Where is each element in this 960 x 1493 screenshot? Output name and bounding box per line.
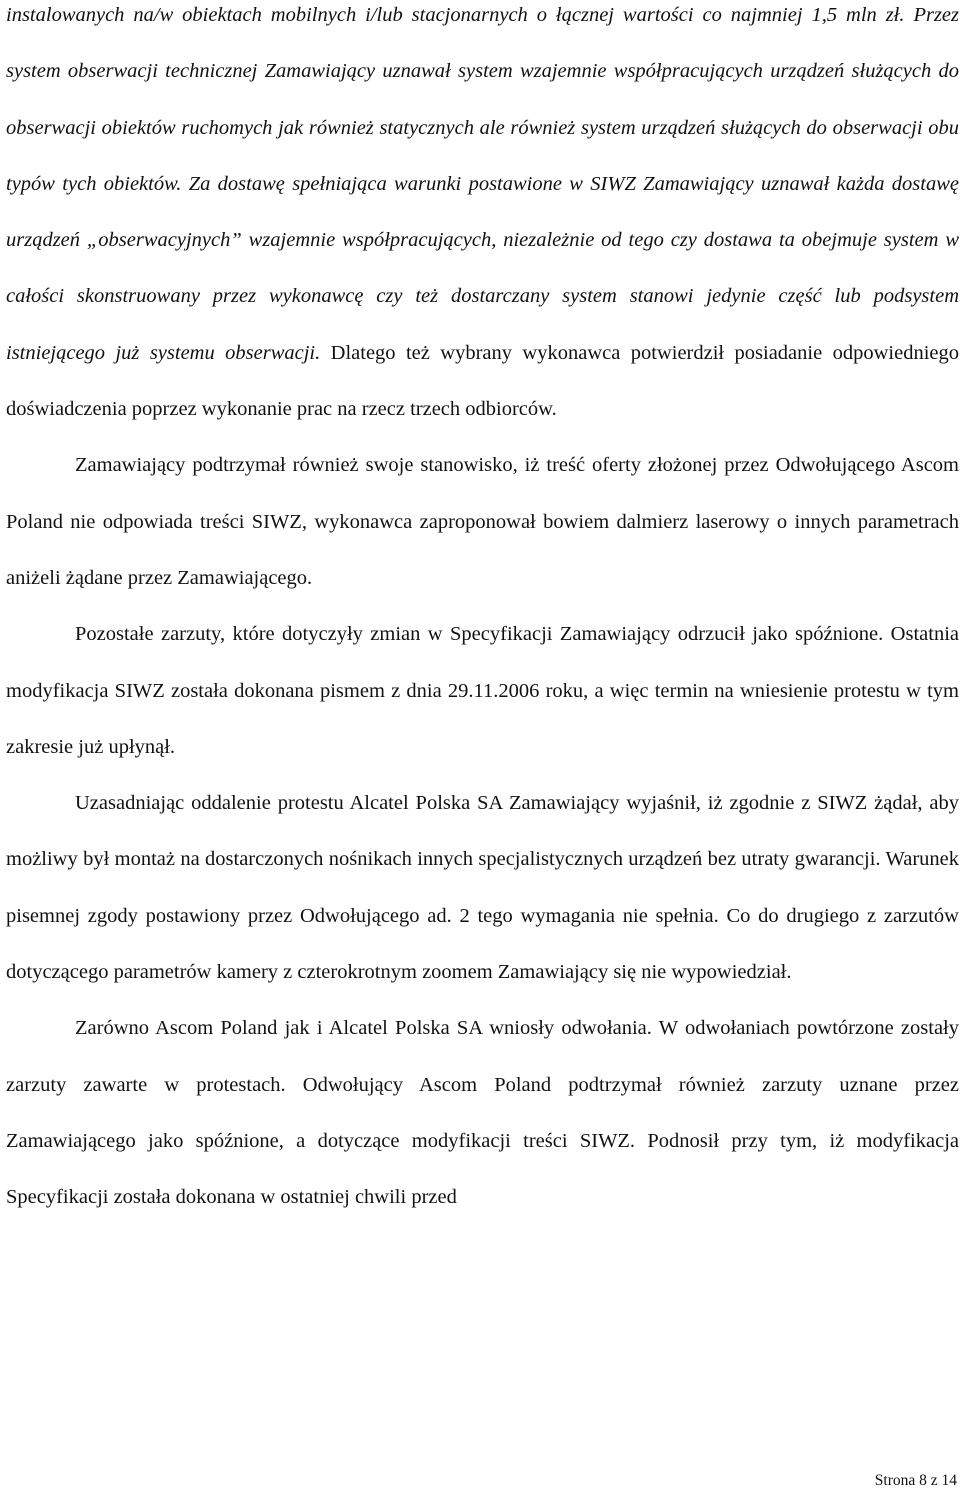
document-page [6,0,959,1226]
paragraph-2 [6,437,959,606]
paragraph-1-italic-text: instalowanych na/w obiektach mobilnych i/lub stacjonarnych o łącznej wartości co najmniej 1,5 mln zł. Przez system obserwacji technicznej Zamawiający uznawał system wzajemnie współpracujących urządzeń służących do obserwacji obiektów ruchomych jak również statycznych ale również system urządzeń służących do obserwacji obu typów tych obiektów. Za dostawę spełniająca warunki postawione w SIWZ Zamawiający uznawał każda dostawę urządzeń „obserwacyjnych” wzajemnie współpracujących, niezależnie od tego czy dostawa ta obejmuje system w całości skonstruowany przez wykonawcę czy też dostarczany system stanowi jedynie część lub podsystem istniejącego już systemu obserwacji. [6,4,959,364]
paragraph-5 [6,1000,959,1225]
paragraph-3-text: Pozostałe zarzuty, które dotyczyły zmian w Specyfikacji Zamawiający odrzucił jako spóźnione. Ostatnia modyfikacja SIWZ została dokonana pismem z dnia 29.11.2006 roku, a więc termin na wniesienie protestu w tym zakresie już upłynął. [6,623,959,758]
paragraph-1-regular-text: Dlatego też wybrany wykonawca potwierdził posiadanie odpowiedniego doświadczenia poprzez wykonanie prac na rzecz trzech odbiorców. [6,341,959,421]
paragraph-4 [6,775,959,1000]
paragraph-2-text: Zamawiający podtrzymał również swoje stanowisko, iż treść oferty złożonej przez Odwołującego Ascom Poland nie odpowiada treści SIWZ, wykonawca zaproponował bowiem dalmierz laserowy o innych parametrach aniżeli żądane przez Zamawiającego. [6,454,959,589]
page-number-footer: Strona 8 z 14 [874,1472,957,1489]
paragraph-5-text: Zarówno Ascom Poland jak i Alcatel Polska SA wniosły odwołania. W odwołaniach powtórzone zostały zarzuty zawarte w protestach. Odwołujący Ascom Poland podtrzymał również zarzuty uznane przez Zamawiającego jako spóźnione, a dotyczące modyfikacji treści SIWZ. Podnosił przy tym, iż modyfikacja Specyfikacji została dokonana w ostatniej chwili przed [6,1017,959,1209]
paragraph-1 [6,0,959,437]
paragraph-4-text: Uzasadniając oddalenie protestu Alcatel Polska SA Zamawiający wyjaśnił, iż zgodnie z SIWZ żądał, aby możliwy był montaż na dostarczonych nośnikach innych specjalistycznych urządzeń bez utraty gwarancji. Warunek pisemnej zgody postawiony przez Odwołującego ad. 2 tego wymagania nie spełnia. Co do drugiego z zarzutów dotyczącego parametrów kamery z czterokrotnym zoomem Zamawiający się nie wypowiedział. [6,792,959,984]
paragraph-3 [6,606,959,775]
